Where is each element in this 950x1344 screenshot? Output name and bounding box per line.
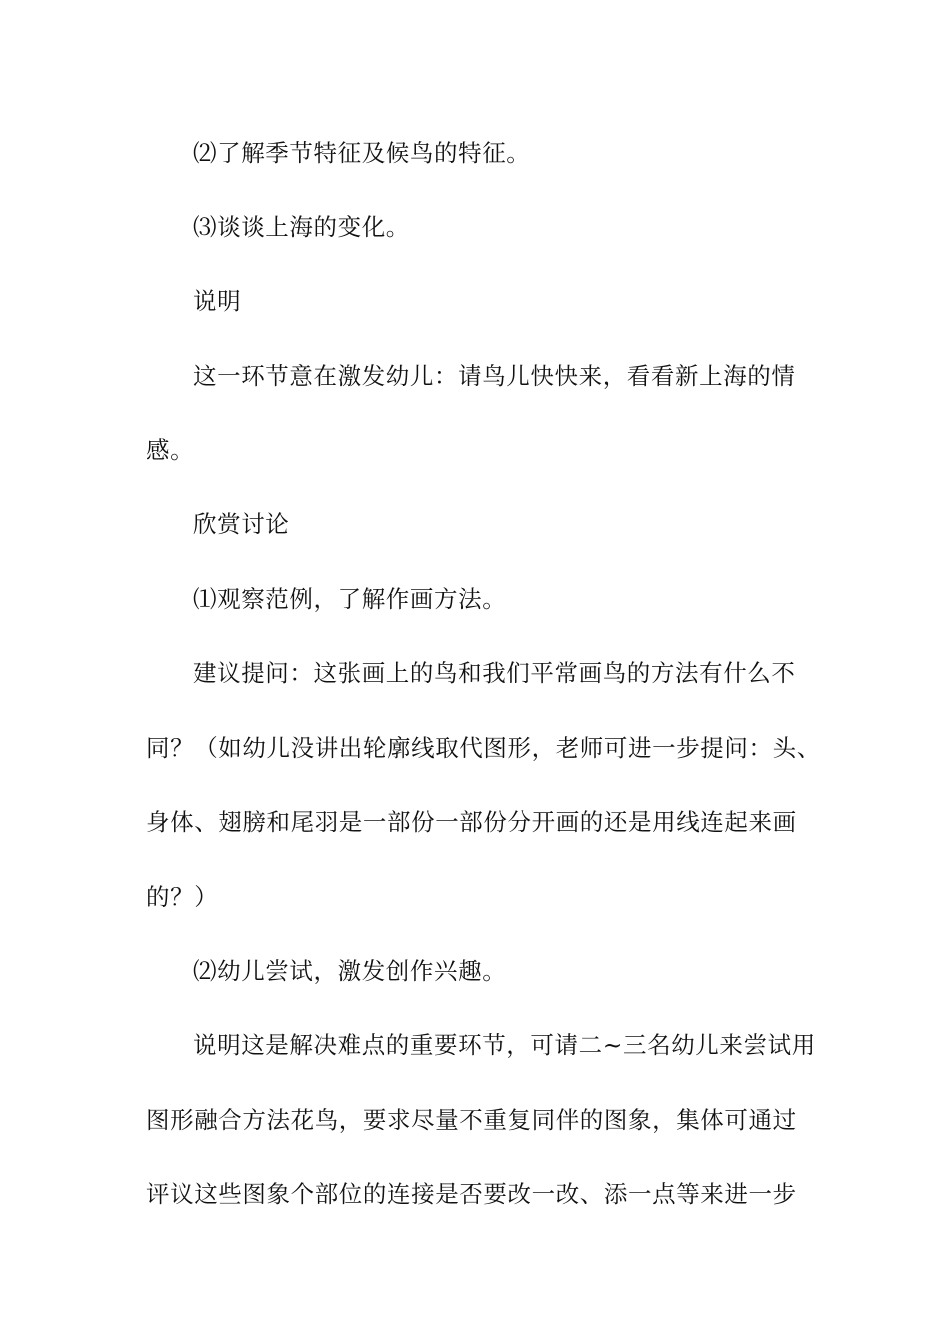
paragraph-line: ⑵了解季节特征及候鸟的特征。 <box>193 139 531 167</box>
paragraph-line: ⑶谈谈上海的变化。 <box>193 213 410 241</box>
section-heading: 说明 <box>193 287 242 315</box>
paragraph-line: ⑴观察范例，了解作画方法。 <box>193 585 507 613</box>
paragraph-line: 说明这是解决难点的重要环节，可请二~三名幼儿来尝试用 <box>193 1031 816 1059</box>
paragraph-line: 建议提问：这张画上的鸟和我们平常画鸟的方法有什么不 <box>193 659 796 687</box>
paragraph-line: 这一环节意在激发幼儿：请鸟儿快快来，看看新上海的情 <box>193 362 796 390</box>
paragraph-line: 评议这些图象个部位的连接是否要改一改、添一点等来进一步 <box>146 1180 797 1208</box>
paragraph-line: 同？（如幼儿没讲出轮廓线取代图形，老师可进一步提问：头、 <box>146 734 821 762</box>
paragraph-line: ⑵幼儿尝试，激发创作兴趣。 <box>193 957 507 985</box>
section-heading: 欣赏讨论 <box>193 510 290 538</box>
paragraph-line: 身体、翅膀和尾羽是一部份一部份分开画的还是用线连起来画 <box>146 808 797 836</box>
paragraph-line: 感。 <box>146 436 195 464</box>
paragraph-line: 的？） <box>146 883 219 911</box>
paragraph-line: 图形融合方法花鸟，要求尽量不重复同伴的图象，集体可通过 <box>146 1106 797 1134</box>
